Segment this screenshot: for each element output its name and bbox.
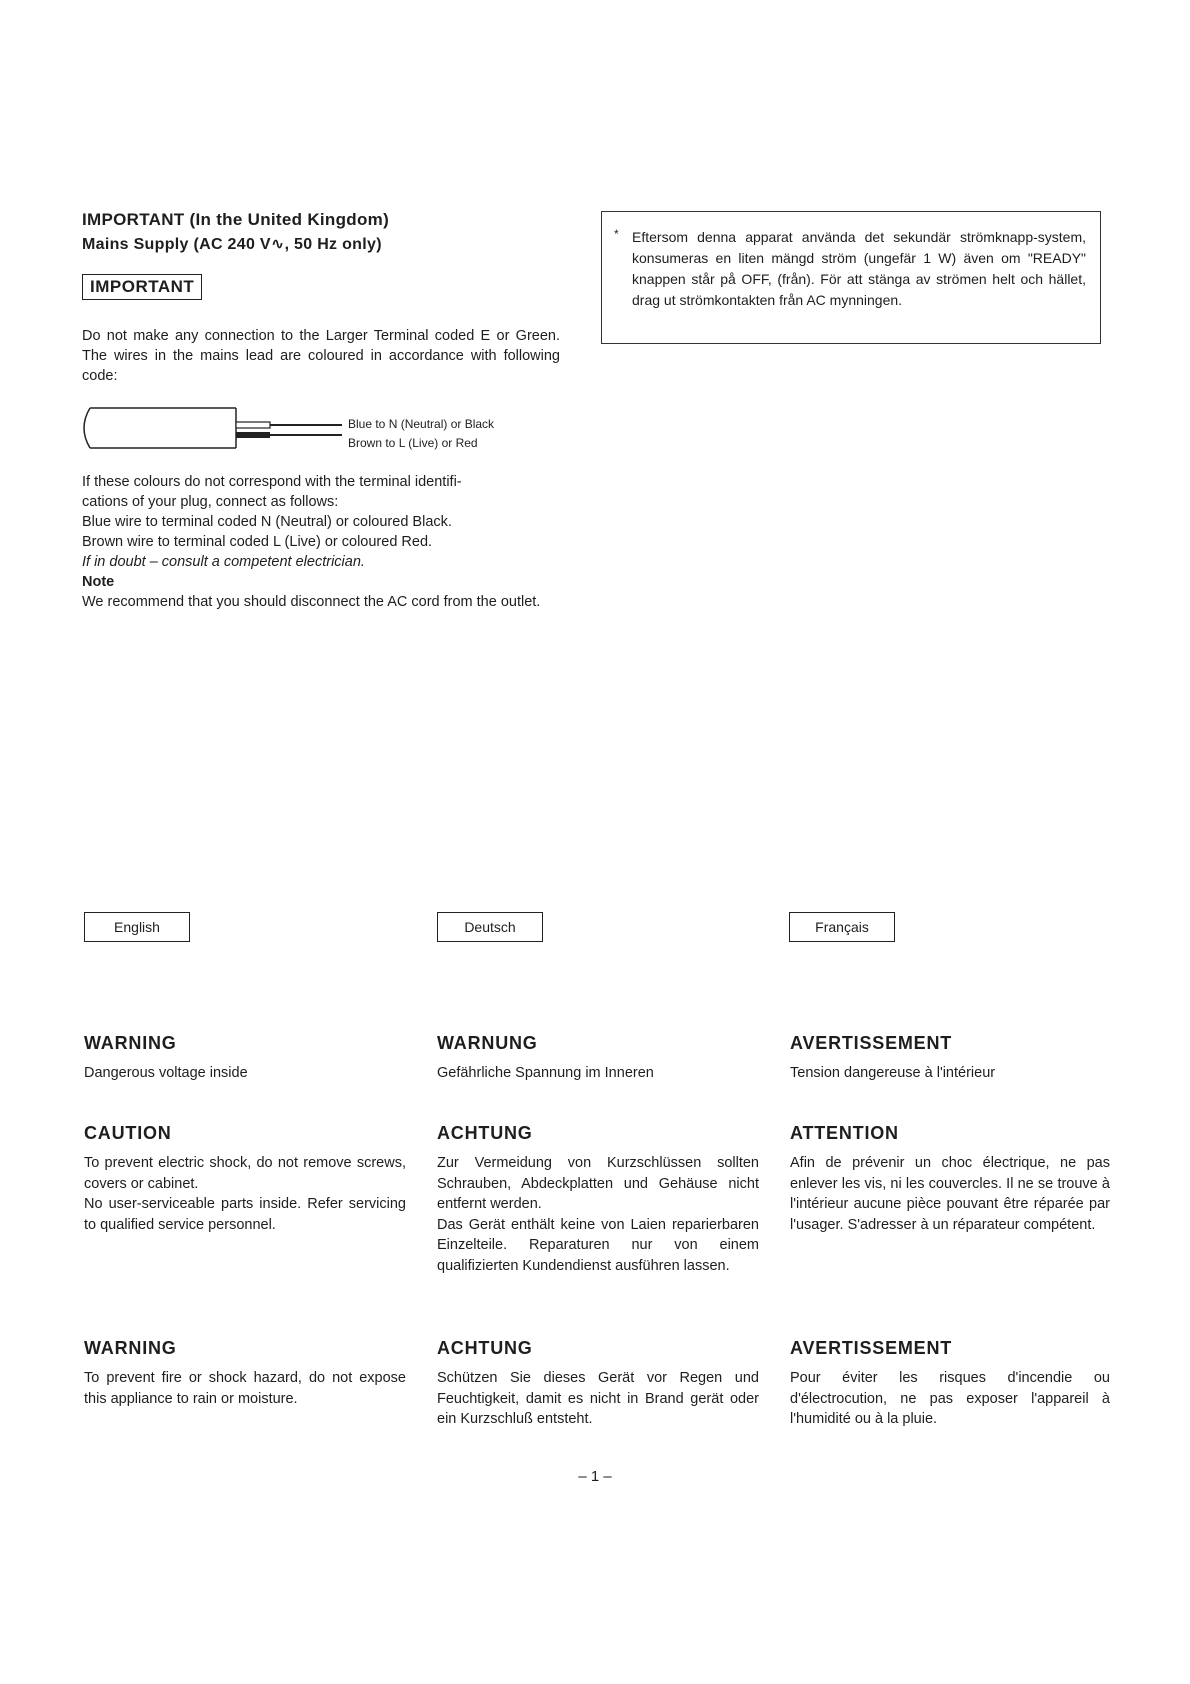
francais-warning2-heading: AVERTISSEMENT xyxy=(790,1338,953,1358)
brown-wire-insulation xyxy=(236,432,270,438)
page-number: – 1 – xyxy=(578,1468,612,1485)
francais-caution-heading: ATTENTION xyxy=(790,1123,899,1143)
uk-doubt-note: If in doubt – consult a competent electrician. xyxy=(82,554,365,570)
swedish-notice-text: Eftersom denna apparat använda det sekundär strömknapp-system, konsumeras en liten mängd ström (ungefär 1 W) även om "READY" knappen står på OFF, (från). För att stänga av strömen helt och hället, drag ut strömkontakten från AC mynningen. xyxy=(632,229,1086,308)
english-caution-text-2: No user-serviceable parts inside. Refer servicing to qualified service personnel. xyxy=(84,1196,406,1233)
blue-wire-insulation xyxy=(236,422,270,428)
francais-warning-heading: AVERTISSEMENT xyxy=(790,1033,953,1053)
english-caution-text xyxy=(84,1153,406,1235)
cable-cut-end xyxy=(84,408,90,448)
english-caution-heading: CAUTION xyxy=(84,1123,172,1143)
deutsch-caution-heading: ACHTUNG xyxy=(437,1123,533,1143)
uk-paragraph-2-line: cations of your plug, connect as follows: xyxy=(82,494,339,510)
language-label-francais: Français xyxy=(789,912,895,942)
francais-caution-text: Afin de prévenir un choc électrique, ne pas enlever les vis, ni les couvercles. Il ne se trouve à l'intérieur aucune pièce pouvant être réparée par l'usager. S'adresser à un réparateur compétent. xyxy=(790,1155,1110,1233)
deutsch-warning2-text: Schützen Sie dieses Gerät vor Regen und Feuchtigkeit, damit es nicht in Brand gerät oder ein Kurzschluß entsteht. xyxy=(437,1370,759,1427)
mains-cable-diagram xyxy=(76,404,356,458)
deutsch-warning-heading: WARNUNG xyxy=(437,1033,538,1053)
brown-wire-label: Brown to L (Live) or Red xyxy=(348,436,478,450)
english-warning2-heading: WARNING xyxy=(84,1338,177,1358)
note-text: We recommend that you should disconnect the AC cord from the outlet. xyxy=(82,594,541,610)
deutsch-caution-text-1: Zur Vermeidung von Kurzschlüssen sollten Schrauben, Abdeckplatten und Gehäuse nicht entfernt werden. xyxy=(437,1155,759,1212)
asterisk-marker: * xyxy=(614,227,619,241)
uk-paragraph-2-line: Blue wire to terminal coded N (Neutral) or coloured Black. xyxy=(82,514,452,530)
language-label-english: English xyxy=(84,912,190,942)
deutsch-warning2-heading: ACHTUNG xyxy=(437,1338,533,1358)
uk-paragraph-2-line: If these colours do not correspond with the terminal identifi- xyxy=(82,474,462,490)
english-warning2-text: To prevent fire or shock hazard, do not expose this appliance to rain or moisture. xyxy=(84,1370,406,1407)
note-label: Note xyxy=(82,574,115,590)
english-caution-text-1: To prevent electric shock, do not remove screws, covers or cabinet. xyxy=(84,1155,406,1192)
blue-wire-label: Blue to N (Neutral) or Black xyxy=(348,417,495,431)
francais-warning-text: Tension dangereuse à l'intérieur xyxy=(790,1065,996,1081)
important-box: IMPORTANT xyxy=(82,274,202,300)
english-warning-text: Dangerous voltage inside xyxy=(84,1065,248,1081)
deutsch-caution-text-2: Das Gerät enthält keine von Laien reparierbaren Einzelteile. Reparaturen nur von einem qualifizierten Kundendienst ausführen lassen. xyxy=(437,1216,759,1274)
francais-warning2-text: Pour éviter les risques d'incendie ou d'électrocution, ne pas exposer l'appareil à l'humidité ou à la pluie. xyxy=(790,1370,1110,1427)
english-warning-heading: WARNING xyxy=(84,1033,177,1053)
language-label-deutsch: Deutsch xyxy=(437,912,543,942)
uk-title: IMPORTANT (In the United Kingdom) xyxy=(82,210,390,229)
uk-paragraph-2-line: Brown wire to terminal coded L (Live) or coloured Red. xyxy=(82,534,433,550)
mains-supply-title: Mains Supply (AC 240 V∿, 50 Hz only) xyxy=(82,236,382,253)
uk-paragraph-1: Do not make any connection to the Larger Terminal coded E or Green. The wires in the mains lead are coloured in accordance with following code: xyxy=(82,328,560,384)
deutsch-warning-text: Gefährliche Spannung im Inneren xyxy=(437,1065,654,1081)
deutsch-caution-text xyxy=(437,1153,759,1276)
uk-paragraph-2 xyxy=(82,472,560,612)
